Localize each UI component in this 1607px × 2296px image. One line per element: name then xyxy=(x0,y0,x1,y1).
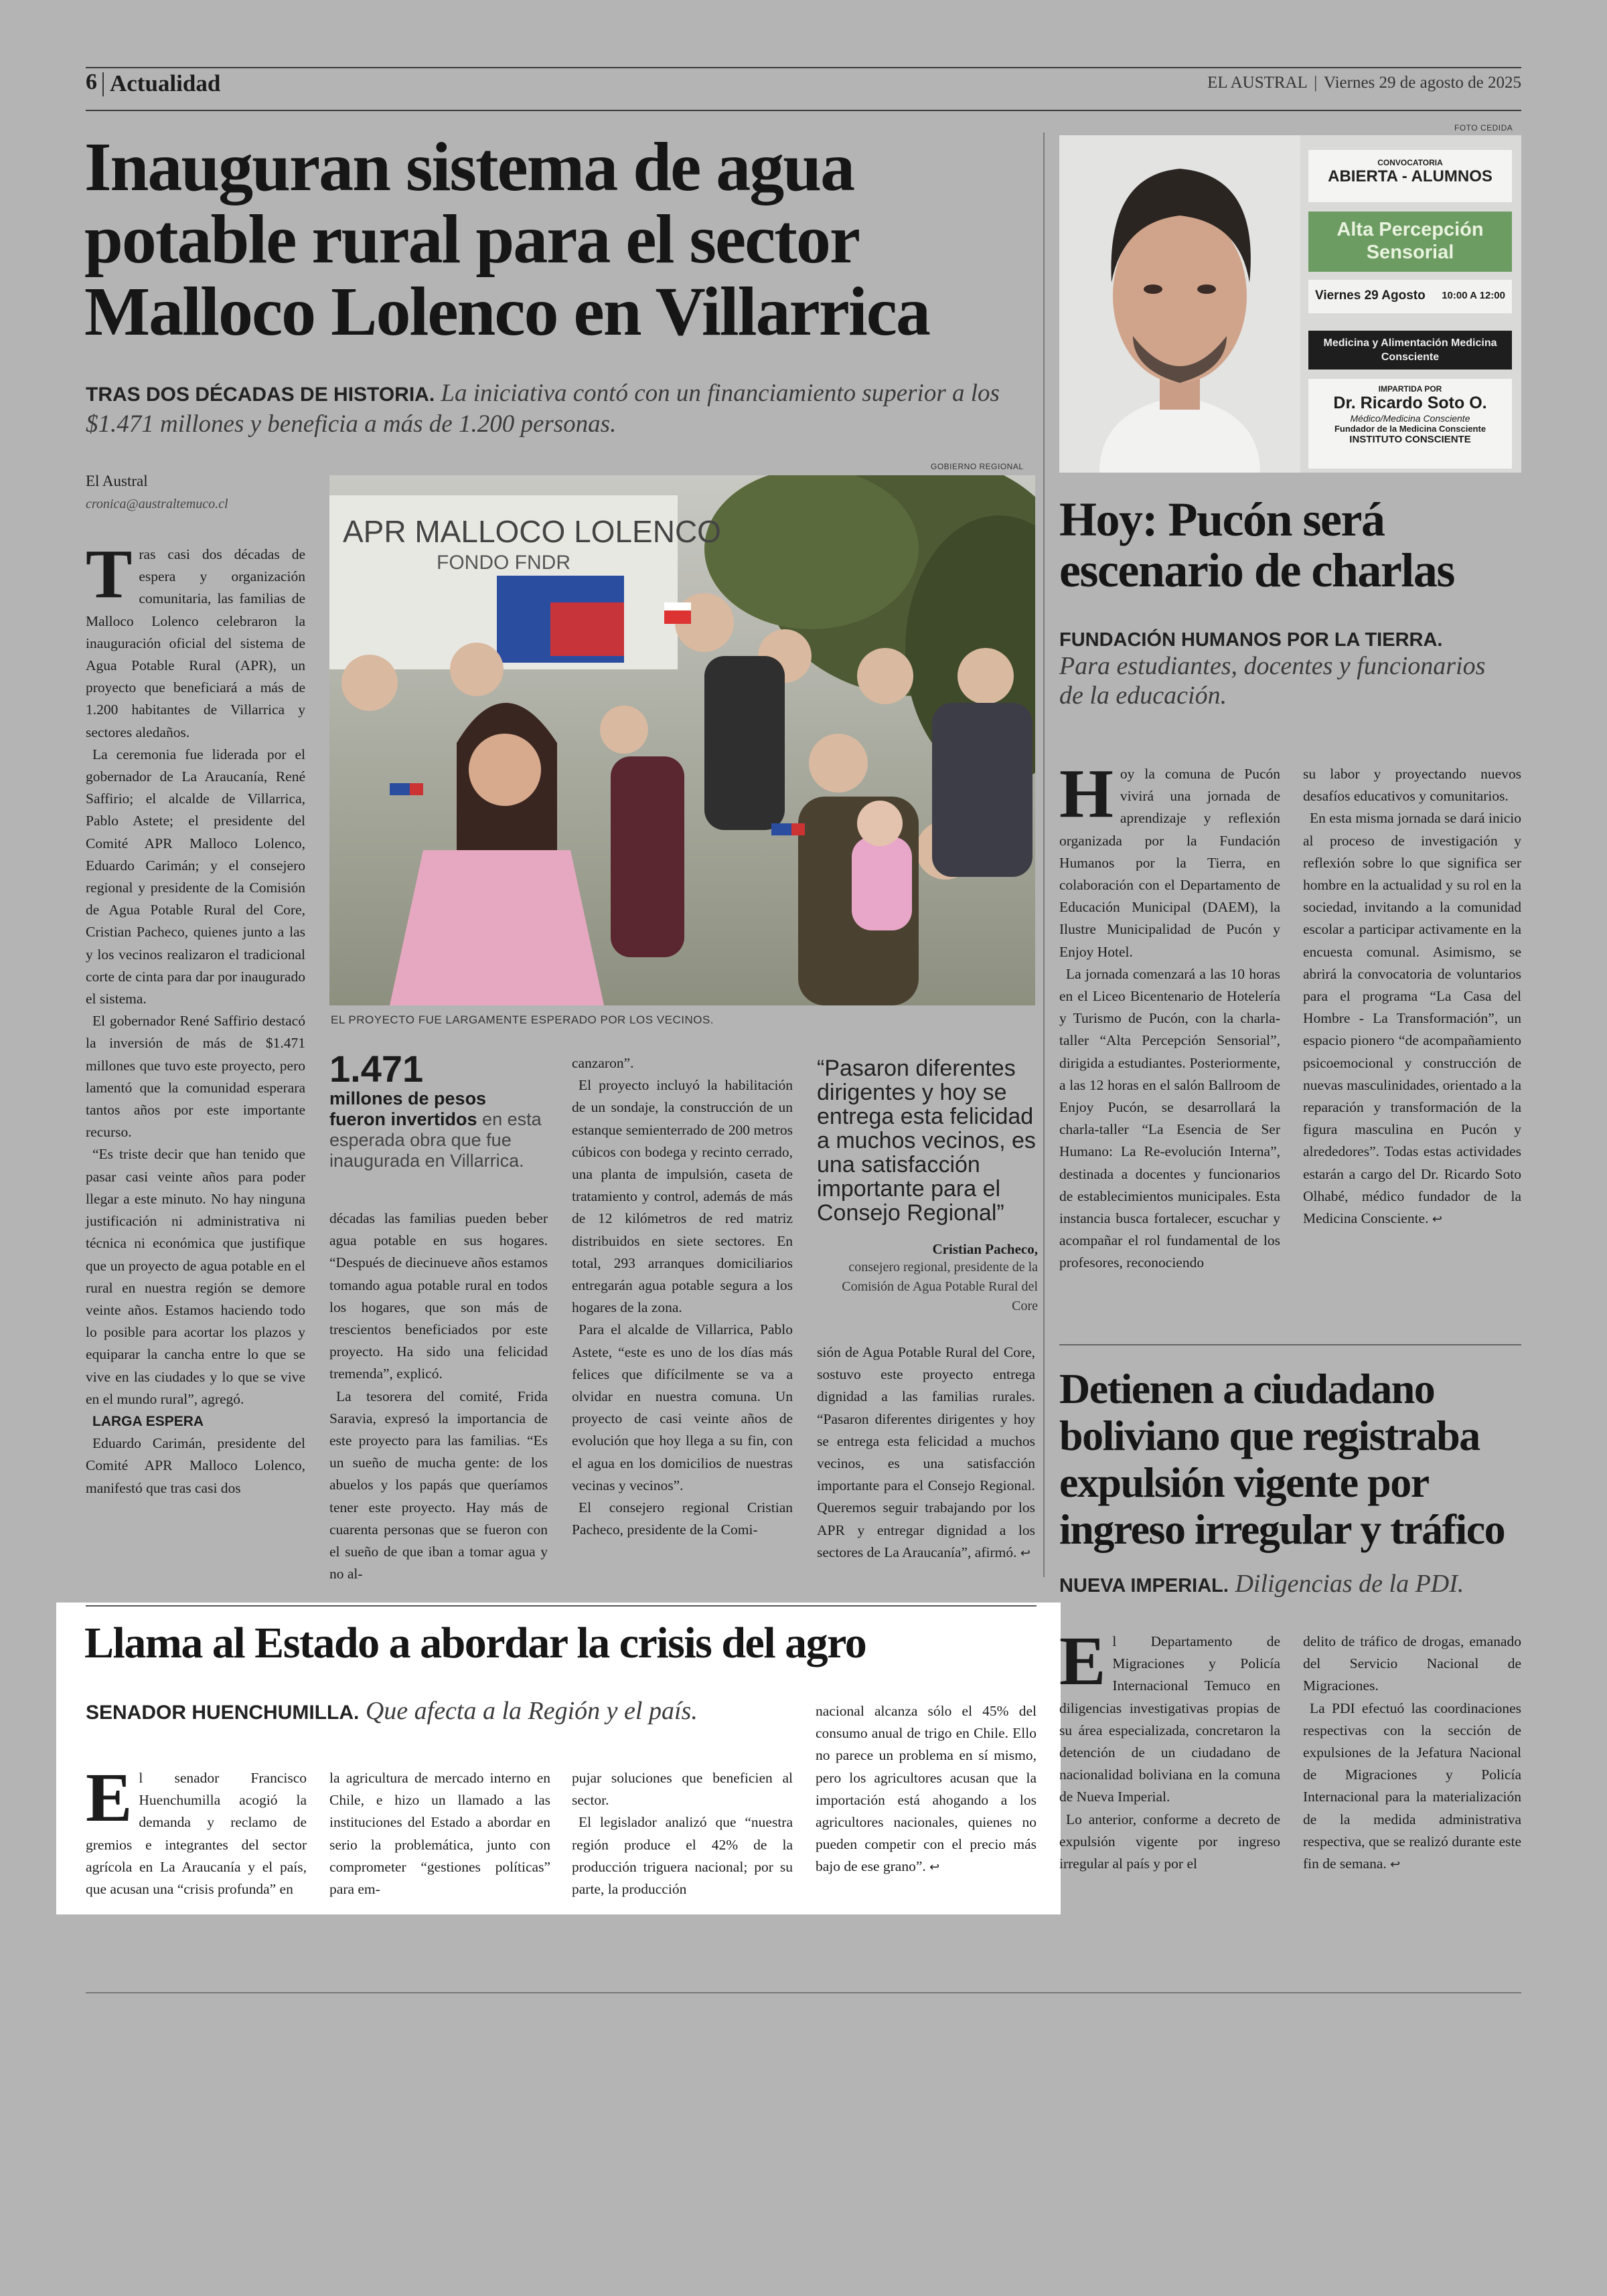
ad-photo-credit: FOTO CEDIDA xyxy=(1454,123,1513,133)
pdi-paragraph: Lo anterior, conforme a decreto de expulsión vigente por ingreso irregular al país y por el xyxy=(1059,1811,1280,1872)
ad-convocatoria-small: CONVOCATORIA xyxy=(1377,158,1443,167)
main-col-2 xyxy=(329,1208,548,1585)
stat-number: 1.471 xyxy=(329,1048,424,1090)
ad-title: Alta Percepción Sensorial xyxy=(1308,212,1512,272)
main-deck xyxy=(86,379,1010,439)
photo-sign-line2: FONDO FNDR xyxy=(437,552,570,574)
ad-date: Viernes 29 Agosto xyxy=(1315,289,1426,303)
pdi-col-1 xyxy=(1059,1623,1280,1875)
ad-convocatoria-big: ABIERTA - ALUMNOS xyxy=(1328,167,1493,185)
main-deck-text: La iniciativa contó con un financiamiento superior a los $1.471 millones y beneficia a más de 1.200 personas. xyxy=(86,380,1000,438)
pucon-paragraph: su labor y proyectando nuevos desafíos educativos y comunitarios. xyxy=(1303,766,1521,805)
main-paragraph: décadas las familias pueden beber agua potable en sus hogares. “Después de diecinueve años estamos tomando agua potable rural en todos los hogares, que son más de trescientos beneficiados por este proyecto. Ha sido una felicidad tremenda”, explicó. xyxy=(329,1210,548,1382)
agro-col-2 xyxy=(329,1767,550,1900)
main-photo-credit: GOBIERNO REGIONAL xyxy=(931,462,1024,471)
stat-box xyxy=(329,1050,545,1171)
pull-quote xyxy=(817,1056,1038,1316)
main-paragraph: El gobernador René Saffirio destacó la inversión de más de $1.471 millones que tuvo este proyecto, pero lamentó que la comunidad esperara tantos años por este importante recurso. xyxy=(86,1013,305,1141)
pucon-col-1 xyxy=(1059,755,1280,1275)
pucon-deck xyxy=(1059,629,1515,710)
header-right: EL AUSTRAL | Viernes 29 de agosto de 2025 xyxy=(1207,74,1521,92)
agro-dropcap: E xyxy=(86,1759,133,1836)
agro-paragraph: la agricultura de mercado interno en Chile, e hizo un llamado a las instituciones del Estado a abordar en serio la problemática, junto con comprometer “gestiones políticas” para em- xyxy=(329,1770,550,1898)
agro-deck-text: Que afecta a la Región y el país. xyxy=(365,1697,698,1725)
pdi-headline: Detienen a ciudadano boliviano que registraba expulsión vigente por ingreso irregular y tráfico xyxy=(1059,1365,1505,1553)
ad-doctor: Dr. Ricardo Soto O. xyxy=(1333,394,1487,412)
page-number: 6 xyxy=(86,70,97,94)
main-col-4 xyxy=(817,1341,1035,1564)
main-dropcap: T xyxy=(86,536,133,612)
stat-bold: millones de pesos fueron invertidos xyxy=(329,1088,487,1129)
section-label: Actualidad xyxy=(110,70,221,96)
pucon-paragraph: La jornada comenzará a las 10 horas en el Liceo Bicentenario de Hotelería y Turismo de Pucón, con la charla-taller “Alta Percepción Sensorial”, dirigida a estudiantes. Posteriormente, a las 12 horas en el salón Ballroom de Enjoy Pucón, se desarrollará la charla-taller “La Esencia de Ser Humano: La Re-evolución Interna”, destinada a docentes y funcionarios de establecimientos municipales. Esta instancia busca fortalecer, escuchar y acompañar el rol fundamental de los profesores, reconociendo xyxy=(1059,965,1280,1271)
issue-date: Viernes 29 de agosto de 2025 xyxy=(1324,74,1521,92)
end-mark-icon: ↩ xyxy=(929,1860,940,1875)
stat-rest: en esta esperada obra que fue inaugurada en Villarrica. xyxy=(329,1109,542,1171)
pucon-kicker: FUNDACIÓN HUMANOS POR LA TIERRA. xyxy=(1059,629,1443,651)
agro-paragraph: El legislador analizó que “nuestra región produce el 42% de la producción triguera nacional; por su parte, la producción xyxy=(572,1814,793,1898)
ad-doctor-founder: Fundador de la Medicina Consciente xyxy=(1334,424,1486,434)
ad-impartida: IMPARTIDA POR xyxy=(1378,384,1442,394)
main-paragraph: sión de Agua Potable Rural del Core, sostuvo este proyecto entrega dignidad a las familias rurales. “Pasaron diferentes dirigentes y hoy se entrega esta felicidad a muchos vecinos, es una satisfacción importante para el Consejo Regional. Queremos seguir trabajando por los APR y entregar dignidad a los sectores de La Araucanía”, afirmó. ↩ xyxy=(817,1344,1035,1560)
ceremony-photo-illustration xyxy=(329,475,1035,1005)
quote-text: “Pasaron diferentes dirigentes y hoy se entrega esta felicidad a muchos vecinos, es una satisfacción importante para el Consejo Regional” xyxy=(817,1056,1036,1226)
pdi-paragraph: l Departamento de Migraciones y Policía Internacional Temuco en diligencias investigativas propias de su área especializada, concretaron la detención de un ciudadano de nacionalidad boliviana en la comuna de Nueva Imperial. xyxy=(1059,1633,1280,1805)
newspaper-name: EL AUSTRAL xyxy=(1207,74,1307,92)
main-paragraph: ras casi dos décadas de espera y organización comunitaria, las familias de Malloco Lolenco celebraron la inauguración oficial del sistema de Agua Potable Rural (APR), un proyecto que beneficiará a más de 1.200 habitantes de Villarrica y sectores aledaños. xyxy=(86,546,305,740)
main-paragraph: Eduardo Carimán, presidente del Comité APR Malloco Lolenco, manifestó que tras casi dos xyxy=(86,1435,305,1496)
agro-paragraph: nacional alcanza sólo el 45% del consumo anual de trigo en Chile. Ello no parece un problema en sí mismo, pero los agricultores acusan que la importación está ahogando a los agricultores nacionales, quienes no pueden competir con el precio más bajo de ese grano”. ↩ xyxy=(816,1703,1037,1875)
agro-paragraph: l senador Francisco Huenchumilla acogió la demanda y reclamo de gremios e integrantes del sector agrícola en La Araucanía y el país, que acusan una “crisis profunda” en xyxy=(86,1770,307,1898)
pdi-deck xyxy=(1059,1569,1521,1598)
agro-col-4 xyxy=(816,1700,1037,1879)
ad-time: 10:00 A 12:00 xyxy=(1442,290,1505,301)
quote-author: Cristian Pacheco, xyxy=(932,1241,1038,1257)
quote-role: consejero regional, presidente de la Comisión de Agua Potable Rural del Core xyxy=(842,1260,1038,1313)
ad-topic: Medicina y Alimentación Medicina Consciente xyxy=(1308,331,1512,370)
agro-col-3 xyxy=(572,1767,793,1900)
doctor-portrait xyxy=(1059,135,1300,473)
pdi-deck-text: Diligencias de la PDI. xyxy=(1235,1570,1464,1598)
main-col-1 xyxy=(86,536,305,1499)
pdi-dropcap: E xyxy=(1059,1623,1106,1700)
pdi-paragraph: La PDI efectuó las coordinaciones respectivas con la sección de expulsiones de la Jefatura Nacional de Migraciones y Policía Internacional para la materialización de la medida administrativa respectiva, que se realizó durante este fin de semana. ↩ xyxy=(1303,1700,1521,1872)
ad-block xyxy=(1059,135,1521,473)
page-bottom-rule xyxy=(86,1992,1521,1993)
pdi-col-2 xyxy=(1303,1631,1521,1876)
pucon-deck-text: Para estudiantes, docentes y funcionarios de la educación. xyxy=(1059,652,1486,710)
agro-headline: Llama al Estado a abordar la crisis del agro xyxy=(84,1619,866,1667)
end-mark-icon: ↩ xyxy=(1020,1546,1030,1560)
agro-kicker: SENADOR HUENCHUMILLA. xyxy=(86,1702,360,1724)
main-photo xyxy=(329,475,1035,1005)
main-paragraph: El proyecto incluyó la habilitación de un sondaje, la construcción de un estanque semienterrado de 200 metros cúbicos con bodega y recinto cerrado, una planta de impulsión, caseta de tratamiento y control, además de más de 12 kilómetros de red matriz distribuidos en siete sectores. En total, 293 arranques domiciliarios entregarán agua potable segura a los hogares de la zona. xyxy=(572,1077,793,1316)
pdi-kicker: NUEVA IMPERIAL. xyxy=(1059,1575,1229,1596)
pucon-dropcap: H xyxy=(1059,755,1114,832)
main-subhead: LARGA ESPERA xyxy=(92,1413,204,1429)
pucon-headline: Hoy: Pucón será escenario de charlas xyxy=(1059,493,1454,597)
main-kicker: TRAS DOS DÉCADAS DE HISTORIA. xyxy=(86,384,435,406)
main-paragraph: “Es triste decir que han tenido que pasar casi veinte años para poder llegar a este minuto. No hay ninguna justificación ni administrativa ni técnica ni económica que justifique que un proyecto de agua potable en el rural en nuestra región se demore veinte años. Estamos haciendo todo lo posible para acortar los plazos y equiparar la cancha entre lo que se vive en las ciudades y lo que se vive en el mundo rural”, agregó. xyxy=(86,1146,305,1407)
main-paragraph: canzaron”. xyxy=(572,1055,634,1071)
ad-doctor-role: Médico/Medicina Consciente xyxy=(1350,413,1470,424)
end-mark-icon: ↩ xyxy=(1390,1858,1401,1872)
main-paragraph: La tesorera del comité, Frida Saravia, expresó la importancia de este proyecto para las familias. “Es un sueño de mucha gente: de los abuelos y los papás que queríamos tener este proyecto. Hay más de cuarenta personas que se fueron con el sueño de que iban a tomar agua y no al- xyxy=(329,1388,548,1582)
agro-col-1 xyxy=(86,1759,307,1900)
pucon-col-2 xyxy=(1303,763,1521,1230)
main-byline: El Austral xyxy=(86,473,148,489)
main-photo-caption: EL PROYECTO FUE LARGAMENTE ESPERADO POR LOS VECINOS. xyxy=(331,1013,714,1026)
main-email: cronica@australtemuco.cl xyxy=(86,497,228,511)
pdi-paragraph: delito de tráfico de drogas, emanado del Servicio Nacional de Migraciones. xyxy=(1303,1633,1521,1694)
main-paragraph: La ceremonia fue liderada por el gobernador de La Araucanía, René Saffirio; el alcalde de Villarrica, Pablo Astete; el presidente del Comité APR Malloco Lolenco, Eduardo Carimán; y el consejero regional y presidente de la Comisión de Agua Potable Rural del Core, Cristian Pacheco, quienes junto a las y los vecinos realizaron el tradicional corte de cinta para dar por inaugurado el sistema. xyxy=(86,746,305,1007)
pucon-paragraph: En esta misma jornada se dará inicio al proceso de investigación y reflexión sobre lo que significa ser hombre en la actualidad y su rol en la sociedad, invitando a la comunidad escolar a participar activamente en la encuesta comunal. Asimismo, se abrirá la convocatoria de voluntarios para el programa “La Casa del Hombre - La Transformación”, un espacio pionero “de acompañamiento psicoemocional y construcción de nuevas masculinidades, orientado a la reparación y transformación de la figura masculina en Pucón y alrededores”. Todas estas actividades estarán a cargo del Dr. Ricardo Soto Olhabé, médico fundador de la Medicina Consciente. ↩ xyxy=(1303,810,1521,1227)
main-paragraph: El consejero regional Cristian Pacheco, presidente de la Comi- xyxy=(572,1499,793,1538)
pucon-paragraph: oy la comuna de Pucón vivirá una jornada de aprendizaje y reflexión organizada por la Fundación Humanos por la Tierra, en colaboración con el Departamento de Educación Municipal (DAEM), la Ilustre Municipalidad de Pucón y Enjoy Hotel. xyxy=(1059,766,1280,960)
main-headline: Inauguran sistema de agua potable rural para el sector Malloco Lolenco en Villarrica xyxy=(84,129,929,350)
end-mark-icon: ↩ xyxy=(1432,1212,1442,1227)
main-col-3 xyxy=(572,1052,793,1541)
main-paragraph: Para el alcalde de Villarrica, Pablo Astete, “este es uno de los días más felices que difícilmente se va a olvidar en nuestra comuna. Un proyecto de casi veinte años de evolución que hoy llega a su fin, con el agua en los domicilios de nuestras vecinas y vecinos”. xyxy=(572,1321,793,1493)
ad-institute: INSTITUTO CONSCIENTE xyxy=(1349,434,1471,445)
photo-sign-line1: APR MALLOCO LOLENCO xyxy=(343,514,721,549)
agro-paragraph: pujar soluciones que beneficien al sector. xyxy=(572,1770,793,1809)
